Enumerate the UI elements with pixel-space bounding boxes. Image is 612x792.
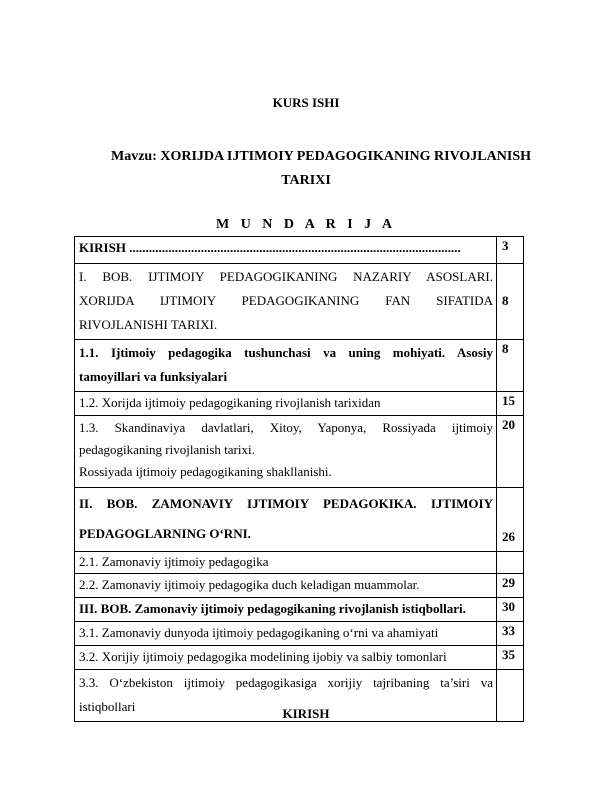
toc-entry-3-1: 3.1. Zamonaviy dunyoda ijtimoiy pedagogikaning o‘rni va ahamiyati	[75, 622, 497, 646]
toc-entry-bob-1: I. BOB. IJTIMOIY PEDAGOGIKANING NAZARIY ASOSLARI. XORIJDA IJTIMOIY PEDAGOGIKANING FAN SIFATIDA RIVOJLANISHI TARIXI.	[75, 264, 497, 340]
toc-row	[75, 598, 524, 622]
toc-entry-2-2: 2.2. Zamonaviy ijtimoiy pedagogika duch keladigan muammolar.	[75, 574, 497, 598]
toc-page: 8	[497, 340, 524, 392]
toc-page: 8	[497, 264, 524, 340]
table-of-contents	[74, 236, 524, 722]
toc-row	[75, 264, 524, 340]
toc-row	[75, 340, 524, 392]
toc-row	[75, 552, 524, 574]
toc-entry-bob-3: III. BOB. Zamonaviy ijtimoiy pedagogikaning rivojlanish istiqbollari.	[75, 598, 497, 622]
toc-page: 29	[497, 574, 524, 598]
toc-page: 26	[497, 488, 524, 552]
toc-row	[75, 392, 524, 416]
toc-row	[75, 416, 524, 488]
topic-line-2: TARIXI	[281, 173, 331, 188]
toc-row	[75, 622, 524, 646]
toc-entry-1-1: 1.1. Ijtimoiy pedagogika tushunchasi va uning mohiyati. Asosiy tamoyillari va funksiyalari	[75, 340, 497, 392]
toc-entry-bob-2: II. BOB. ZAMONAVIY IJTIMOIY PEDAGOKIKA. IJTIMOIY PEDAGOGLARNING O‘RNI.	[75, 488, 497, 552]
toc-page: 35	[497, 646, 524, 670]
toc-entry-3-2: 3.2. Xorijiy ijtimoiy pedagogika modelining ijobiy va salbiy tomonlari	[75, 646, 497, 670]
section-heading-kirish: KIRISH	[282, 706, 330, 721]
toc-page	[497, 552, 524, 574]
topic-line-1: Mavzu: XORIJDA IJTIMOIY PEDAGOGIKANING RIVOJLANISH	[110, 149, 531, 164]
toc-entry-1-2: 1.2. Xorijda ijtimoiy pedagogikaning rivojlanish tarixidan	[75, 392, 497, 416]
toc-row	[75, 646, 524, 670]
toc-page: 15	[497, 392, 524, 416]
toc-entry-1-3: 1.3. Skandinaviya davlatlari, Xitoy, Yaponya, Rossiyada ijtimoiy pedagogikaning rivojlanish tarixi. Rossiyada ijtimoiy pedagogikaning shakllanishi.	[75, 416, 497, 488]
topic-title	[0, 145, 612, 193]
toc-row	[75, 237, 524, 264]
toc-page: 33	[497, 622, 524, 646]
toc-title: M U N D A R I J A	[215, 217, 396, 232]
toc-row	[75, 574, 524, 598]
toc-page: 20	[497, 416, 524, 488]
toc-entry-2-1: 2.1. Zamonaviy ijtimoiy pedagogika	[75, 552, 497, 574]
toc-entry-3-3: 3.3. O‘zbekiston ijtimoiy pedagogikasiga xorijiy tajribaning ta’siri va istiqbollari	[75, 670, 497, 722]
toc-row	[75, 488, 524, 552]
document-heading: KURS ISHI	[272, 95, 340, 110]
toc-page: 30	[497, 598, 524, 622]
toc-entry-kirish: KIRISH ......................................................................................................	[75, 237, 497, 264]
toc-page: 3	[497, 237, 524, 264]
